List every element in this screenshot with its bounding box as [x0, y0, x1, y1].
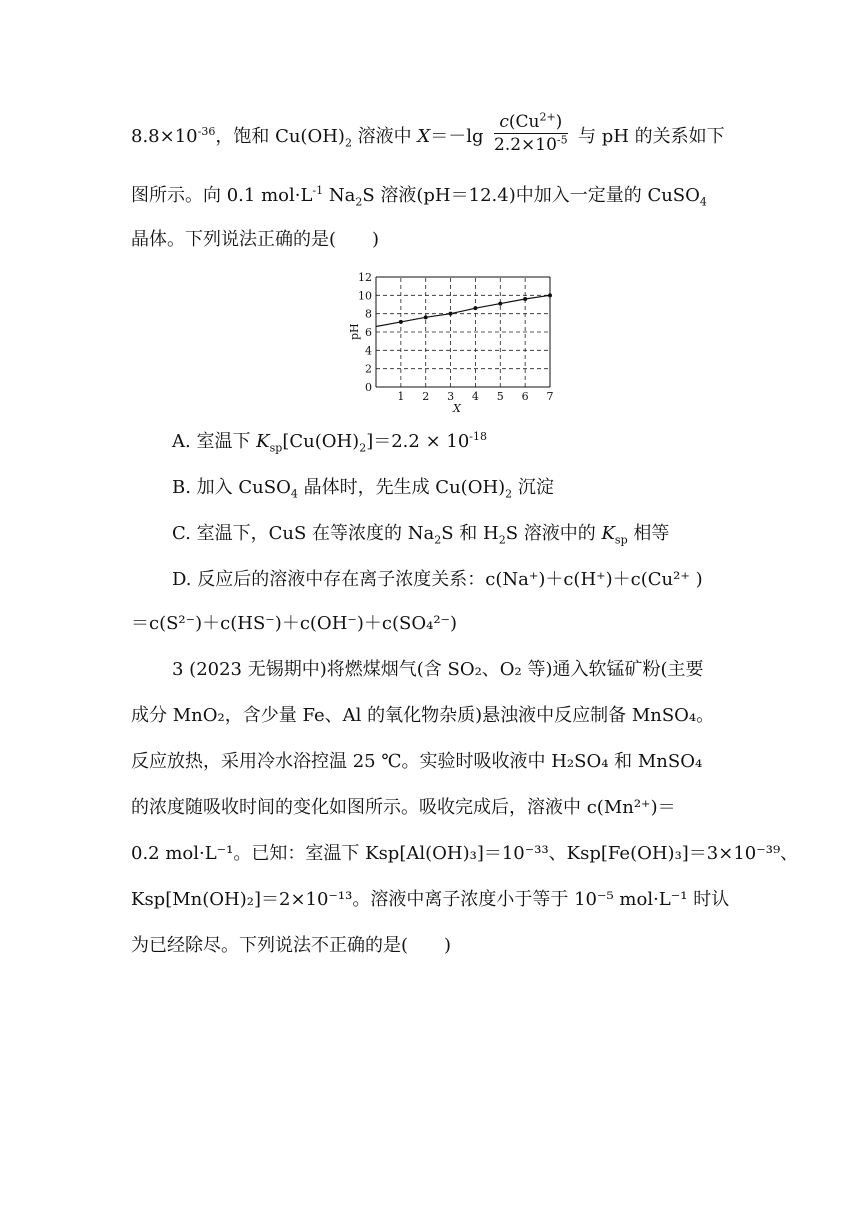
y-tick-label: 6 — [365, 326, 372, 339]
chart-grid — [376, 277, 550, 387]
problem3-line2: 成分 MnO₂，含少量 Fe、Al 的氧化物杂质)悬浊液中反应制备 MnSO₄。 — [131, 705, 715, 726]
problem2-line2: 图所示。向 0.1 $mol\cdot L^{-1}$ $Na_2S$ 溶液(pH＝12.4)中加入一定量的 CuSO$_4$ — [131, 184, 707, 209]
data-point — [473, 306, 477, 310]
ph-vs-x-chart — [340, 265, 570, 415]
x-tick-label: 4 — [471, 390, 479, 403]
x-tick-label: 6 — [521, 390, 529, 403]
problem3-line4: 的浓度随吸收时间的变化如图所示。吸收完成后，溶液中 c(Mn²⁺)＝ — [131, 797, 676, 818]
problem2-line1 — [131, 125, 484, 149]
problem3-line7: 为已经除尽。下列说法不正确的是( ) — [131, 935, 452, 956]
problem3-line5: 0.2 mol·L⁻¹。已知：室温下 Ksp[Al(OH)₃]＝10⁻³³、Ksp[Fe(OH)₃]＝3×10⁻³⁹、 — [131, 843, 799, 864]
text: ＝－lg — [430, 126, 484, 147]
x-tick-label: 2 — [422, 390, 430, 403]
y-tick-label: 0 — [365, 381, 372, 394]
y-tick-label: 8 — [365, 307, 372, 321]
text: 溶液中 — [351, 126, 418, 147]
data-point — [399, 320, 403, 324]
x-tick-label: 3 — [447, 390, 455, 403]
fraction — [494, 112, 568, 155]
y-tick-label: 4 — [365, 344, 372, 358]
y-tick-label: 12 — [358, 271, 372, 284]
y-tick-label: 10 — [358, 289, 372, 303]
problem3-line3: 反应放热，采用冷水浴控温 25 ℃。实验时吸收液中 H₂SO₄ 和 MnSO₄ — [131, 751, 703, 772]
option-d: D. 反应后的溶液中存在离子浓度关系：c(Na⁺)＋c(H⁺)＋c(Cu²⁺ ) — [172, 569, 703, 590]
problem3-line6: Ksp[Mn(OH)₂]＝2×10⁻¹³。溶液中离子浓度小于等于 10⁻⁵ mol·L⁻¹ 时认 — [131, 889, 730, 910]
x-axis-label: X — [453, 402, 461, 415]
fraction-denominator: $2.2\times 10^{-5}$ — [494, 133, 568, 155]
chart-series — [376, 293, 552, 326]
data-point — [523, 297, 527, 301]
option-a: A. 室温下 $K_{sp}[Cu(OH)_2]=2.2 \times 10^{-18}$ — [172, 430, 487, 455]
option-c: C. 室温下，CuS 在等浓度的 $Na_2S$ 和 $H_2S$ 溶液中的 $K_{sp}$ 相等 — [172, 523, 670, 547]
problem2-line1-tail: 与 pH 的关系如下 — [578, 126, 725, 147]
x-tick-label: 7 — [546, 390, 554, 403]
x-tick-label: 5 — [496, 390, 504, 403]
subscript: 2 — [344, 136, 352, 150]
superscript: -36 — [197, 125, 216, 138]
problem2-line3: 晶体。下列说法正确的是( ) — [131, 229, 380, 250]
chart-ticks — [358, 271, 554, 403]
x-tick-label: 1 — [397, 390, 405, 403]
data-point — [449, 312, 453, 316]
y-axis-label: pH — [348, 323, 361, 340]
data-point — [424, 315, 428, 319]
variable-x: X — [417, 126, 431, 147]
fraction-numerator: $c(Cu^{2+})$ — [494, 112, 568, 134]
data-point — [498, 302, 502, 306]
option-d-cont: ＝c(S²⁻)＋c(HS⁻)＋c(OH⁻)＋c(SO₄²⁻) — [131, 613, 458, 634]
data-point — [548, 293, 552, 297]
y-tick-label: 2 — [365, 362, 372, 376]
text: ，饱和 Cu(OH) — [215, 126, 345, 147]
option-b: B. 加入 CuSO$_4$ 晶体时，先生成 $Cu(OH)_2$ 沉淀 — [172, 477, 554, 501]
problem3-line1: 3 (2023 无锡期中)将燃煤烟气(含 SO₂、O₂ 等)通入软锰矿粉(主要 — [172, 659, 704, 680]
text: 8.8×10 — [131, 126, 198, 147]
